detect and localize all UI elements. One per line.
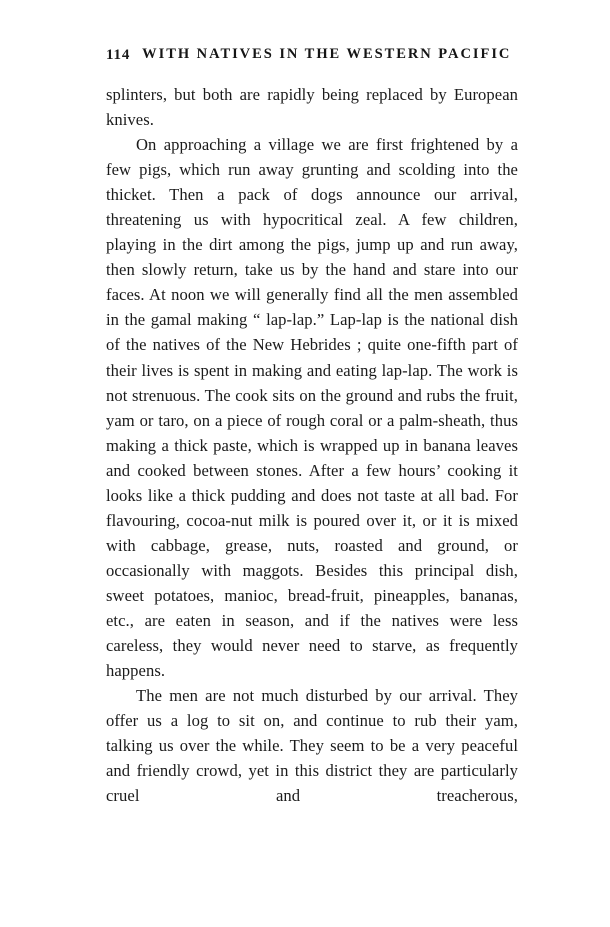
running-header	[106, 46, 518, 70]
body-text-block	[106, 82, 518, 833]
paragraph-2: On approaching a village we are first frightened by a few pigs, which run away grunting and scolding into the thicket. Then a pack of dogs announce our arrival, threatening us with hypocritical zeal. A few children, playing in the dirt among the pigs, jump up and run away, then slowly return, take us by the hand and stare into our faces. At noon we will generally find all the men assembled in the gamal making “ lap-lap.” Lap-lap is the national dish of the natives of the New Hebrides ; quite one-fifth part of their lives is spent in making and eating lap-lap. The work is not strenuous. The cook sits on the ground and rubs the fruit, yam or taro, on a piece of rough coral or a palm-sheath, thus making a thick paste, which is wrapped up in banana leaves and cooked between stones. After a few hours’ cooking it looks like a thick pudding and does not taste at all bad. For flavouring, cocoa-nut milk is poured over it, or it is mixed with cabbage, grease, nuts, roasted and ground, or occasionally with maggots. Besides this principal dish, sweet potatoes, manioc, bread-fruit, pineapples, bananas, etc., are eaten in season, and if the natives were less careless, they would never need to starve, as frequently happens.	[106, 135, 518, 681]
page-number: 114	[106, 47, 131, 63]
paragraph-1: splinters, but both are rapidly being replaced by European knives.	[106, 85, 518, 130]
paragraph-3: The men are not much disturbed by our arrival. They offer us a log to sit on, and continue to rub their yam, talking us over the while. They seem to be a very peaceful and friendly crowd, yet in this district they are particularly cruel and treacherous,	[106, 686, 518, 806]
running-title: WITH NATIVES IN THE WESTERN PACIFIC	[142, 46, 512, 62]
